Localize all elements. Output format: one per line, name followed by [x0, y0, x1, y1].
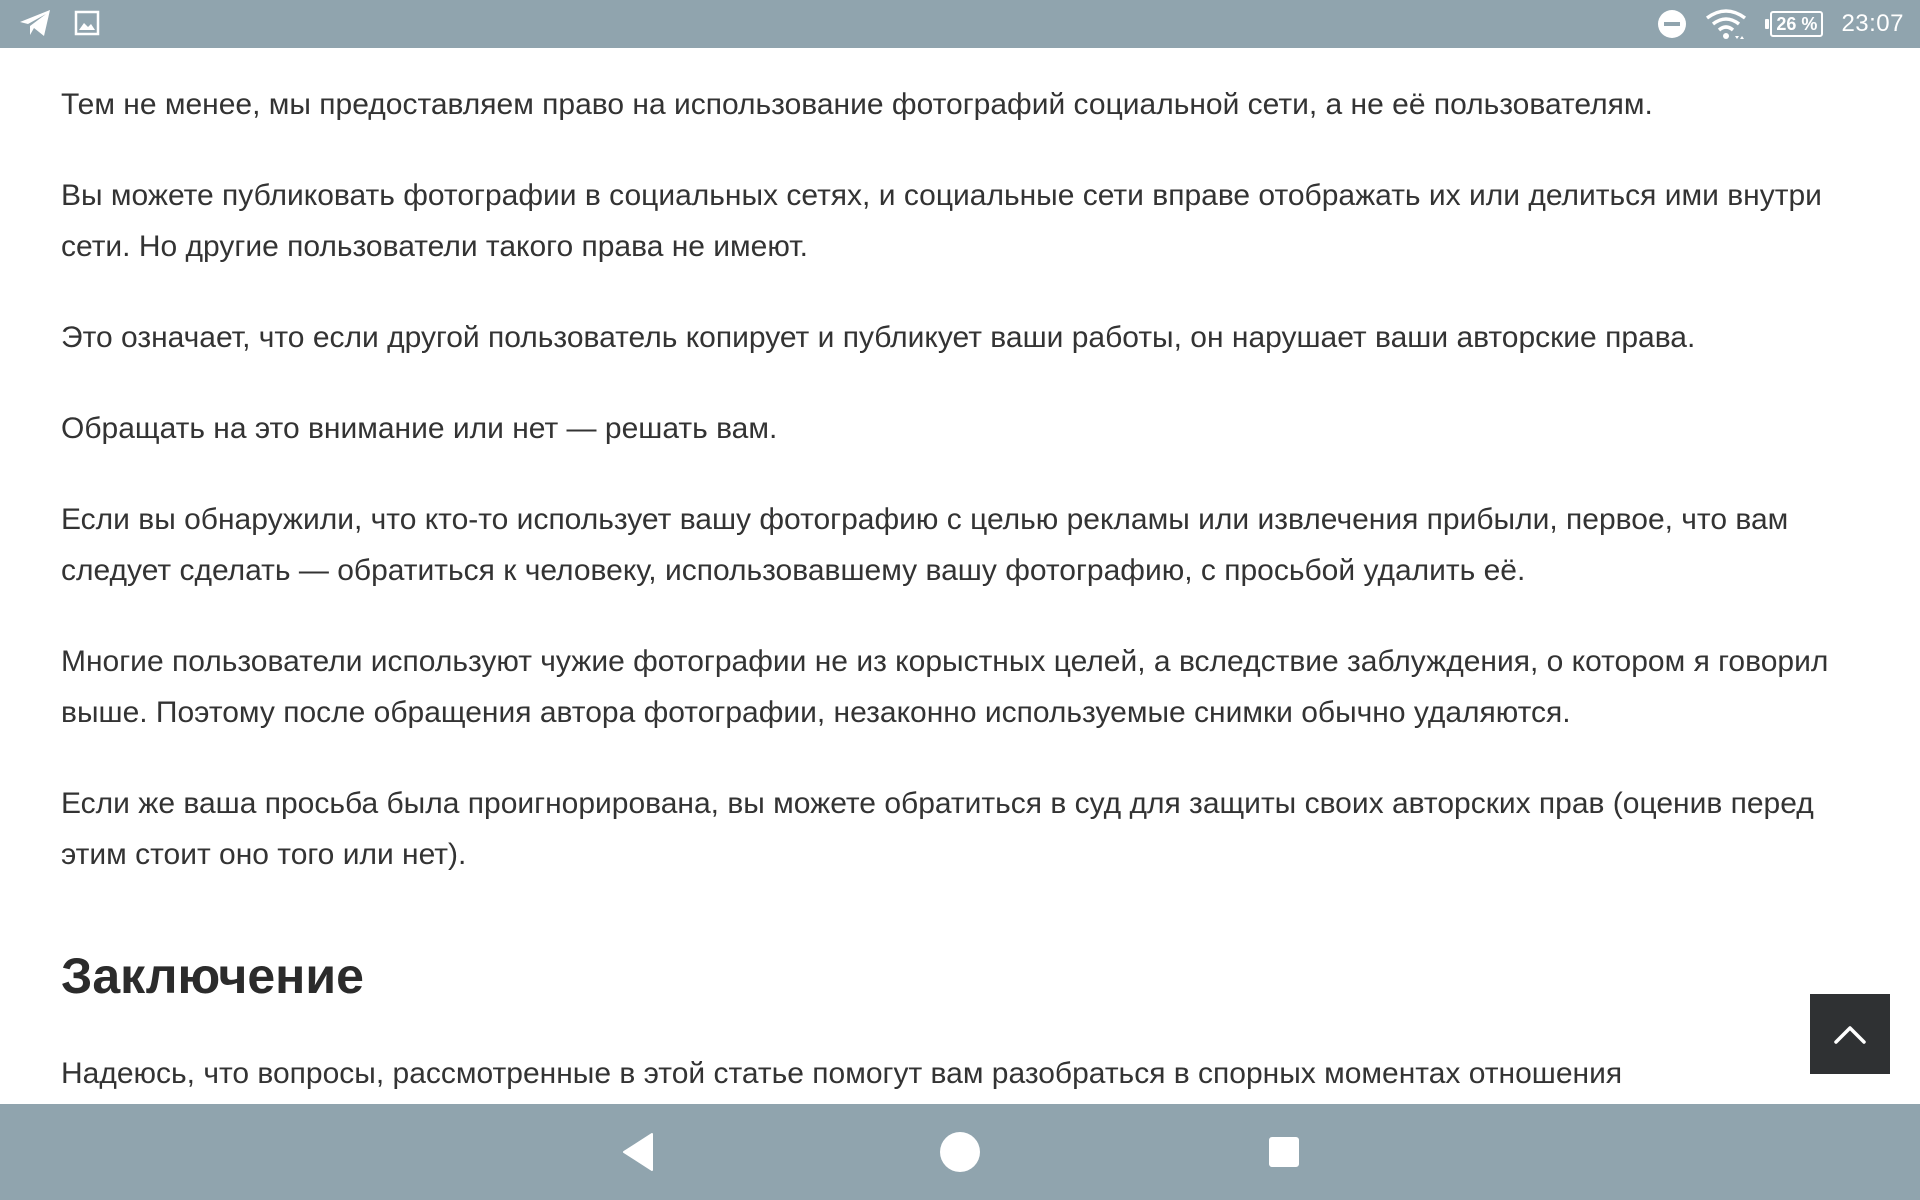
paragraph: Это означает, что если другой пользователь копирует и публикует ваши работы, он нарушает ваши авторские права.: [61, 321, 1696, 354]
paragraph: Если вы обнаружили, что кто-то использует вашу фотографию с целью рекламы или извлечения прибыли, первое, что вам следует сделать — обратиться к человеку, использовавшему вашу фотографию, с просьбой удалить её.: [61, 503, 1789, 587]
status-bar-left: [18, 8, 100, 38]
scroll-to-top-button[interactable]: [1810, 994, 1890, 1074]
home-button[interactable]: [932, 1124, 988, 1180]
battery-icon: [1765, 11, 1823, 37]
telegram-icon: [18, 8, 52, 38]
image-icon: [74, 10, 100, 36]
paragraph: Если же ваша просьба была проигнорирована, вы можете обратиться в суд для защиты своих авторских прав (оценив перед этим стоит оно того или нет).: [61, 787, 1814, 871]
clock: 23:07: [1841, 10, 1904, 37]
paragraph: Многие пользователи используют чужие фотографии не из корыстных целей, а вследствие заблуждения, о котором я говорил выше. Поэтому после обращения автора фотографии, незаконно используемые снимки обычно удаляются.: [61, 645, 1829, 729]
status-bar-right: [1657, 0, 1904, 48]
article-content: [61, 48, 1851, 1104]
back-icon: [618, 1130, 658, 1174]
home-icon: [938, 1130, 982, 1174]
battery-nub: [1765, 19, 1769, 29]
paragraph: Обращать на это внимание или нет — решать вам.: [61, 412, 778, 445]
status-bar: [0, 0, 1920, 48]
section-heading: Заключение: [61, 948, 364, 1004]
paragraph: Вы можете публиковать фотографии в социальных сетях, и социальные сети вправе отображать их или делиться ими внутри сети. Но другие пользователи такого права не имеют.: [61, 179, 1822, 263]
recents-button[interactable]: [1256, 1124, 1312, 1180]
paragraph: Надеюсь, что вопросы, рассмотренные в этой статье помогут вам разобраться в спорных моментах отношения: [61, 1057, 1623, 1090]
do-not-disturb-icon: [1657, 9, 1687, 39]
back-button[interactable]: [610, 1124, 666, 1180]
wifi-icon: [1705, 8, 1747, 40]
paragraph: Тем не менее, мы предоставляем право на использование фотографий социальной сети, а не её пользователям.: [61, 88, 1653, 121]
battery-percent: 26 %: [1770, 11, 1823, 37]
recents-icon: [1266, 1134, 1302, 1170]
navigation-bar: [0, 1104, 1920, 1200]
chevron-up-icon: [1833, 1023, 1867, 1045]
